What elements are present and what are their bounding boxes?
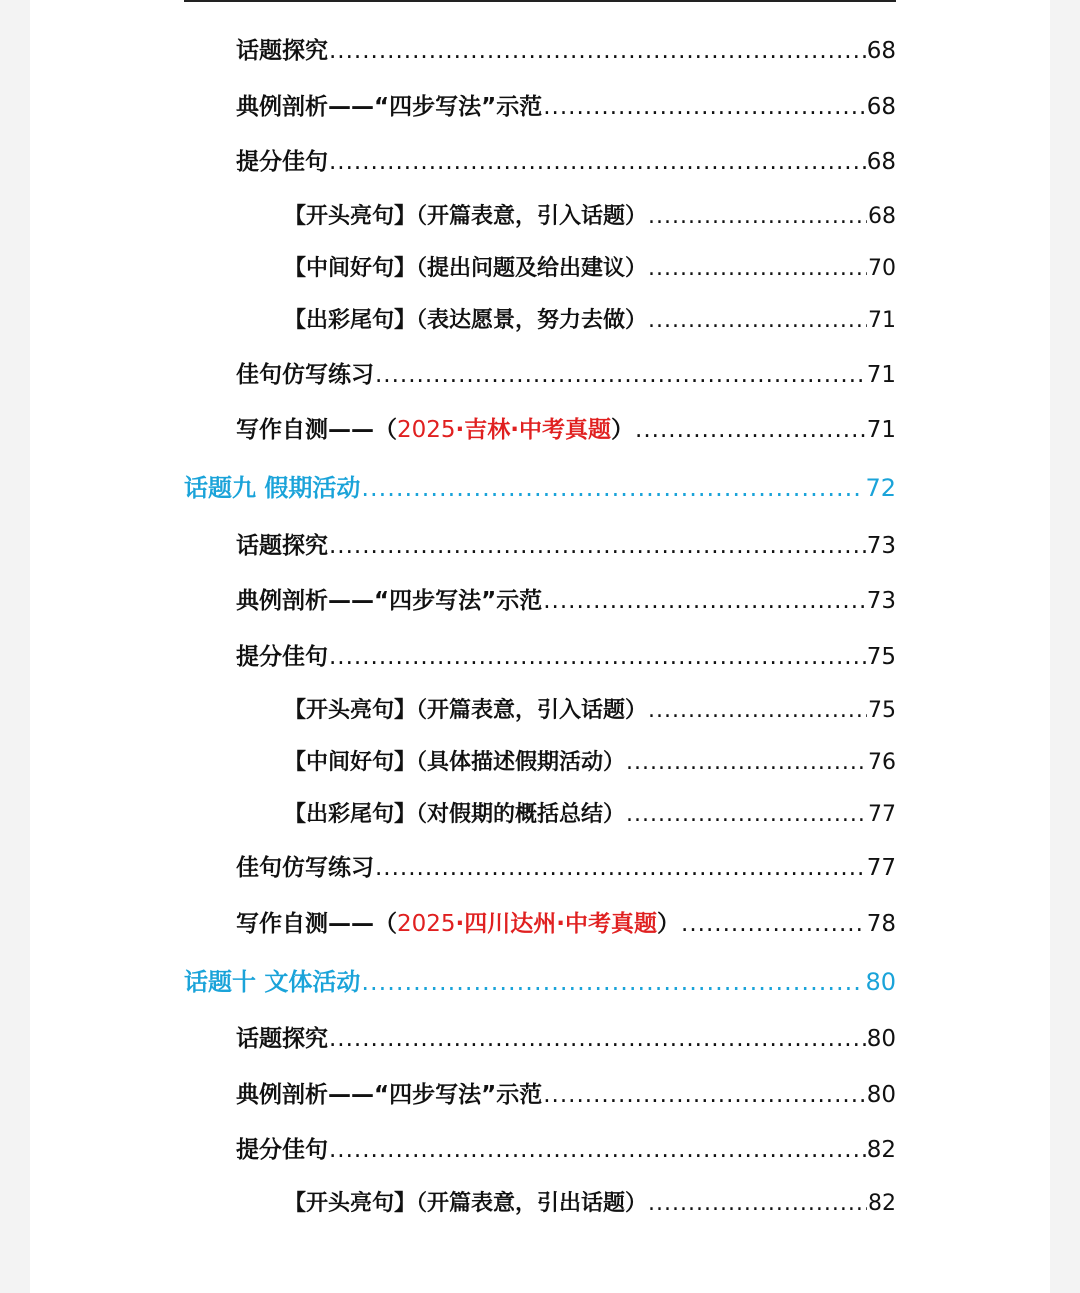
toc-page-number: 76 (868, 750, 896, 775)
dot-leader (543, 1082, 865, 1108)
toc-entry[interactable] (236, 527, 896, 560)
dot-leader (329, 1137, 866, 1163)
dot-leader (681, 911, 866, 937)
toc-subentry[interactable] (284, 199, 896, 230)
toc-page-number: 77 (866, 855, 896, 881)
toc-subentry[interactable] (284, 303, 896, 334)
dot-leader (648, 308, 867, 333)
toc-entry-title: 典例剖析——“四步写法”示范 (236, 588, 543, 614)
exam-year: 2025 (397, 911, 456, 937)
dot-leader (329, 149, 866, 175)
toc-entry[interactable] (236, 638, 896, 671)
toc-subentry[interactable] (284, 251, 896, 282)
toc-page-number: 78 (866, 911, 896, 937)
closing-paren: ） (657, 911, 681, 937)
dot-leader (375, 362, 866, 388)
dot-leader (329, 38, 866, 64)
dot-leader (648, 256, 867, 281)
top-rule (184, 0, 896, 2)
dot-leader (361, 968, 864, 996)
toc-page-number: 80 (865, 968, 896, 996)
exam-year: 2025 (397, 417, 456, 443)
toc-subentry[interactable] (284, 1186, 896, 1217)
toc-entry[interactable] (236, 905, 896, 938)
toc-entry-title: 话题探究 (236, 38, 328, 64)
toc-entry[interactable] (236, 1076, 896, 1109)
toc-topic-heading[interactable] (184, 962, 896, 997)
toc-subentry[interactable] (284, 693, 896, 724)
dot-leader (626, 750, 867, 775)
toc-entry-title: 【开头亮句】（开篇表意，引入话题） (284, 698, 648, 723)
toc-subentry[interactable] (284, 745, 896, 776)
toc-entry-title: 佳句仿写练习 (236, 855, 374, 881)
toc-page-number: 72 (865, 474, 896, 502)
toc-entry-title: 典例剖析——“四步写法”示范 (236, 1082, 543, 1108)
toc-entry[interactable] (236, 1020, 896, 1053)
toc-page-number: 68 (866, 38, 896, 64)
toc-entry-title: 话题探究 (236, 1026, 328, 1052)
toc-entry[interactable] (236, 1131, 896, 1164)
toc-page-number: 73 (866, 588, 896, 614)
exam-source: ·四川达州·中考真题 (455, 911, 658, 937)
toc-entry-title: 【出彩尾句】（表达愿景，努力去做） (284, 308, 648, 333)
toc-entry-title: 典例剖析——“四步写法”示范 (236, 94, 543, 120)
dot-leader (543, 588, 865, 614)
toc-subentry[interactable] (284, 797, 896, 828)
toc-entry[interactable] (236, 88, 896, 121)
toc-entry-title: 【开头亮句】（开篇表意，引入话题） (284, 204, 648, 229)
toc-page-number: 75 (866, 644, 896, 670)
toc-page-number: 77 (868, 802, 896, 827)
toc-entry-title: 写作自测——（ (236, 911, 397, 937)
toc-page-number: 82 (866, 1137, 896, 1163)
toc-topic-title: 话题九 假期活动 (184, 474, 361, 502)
dot-leader (648, 204, 867, 229)
dot-leader (648, 1191, 867, 1216)
toc-entry-title: 【中间好句】（提出问题及给出建议） (284, 256, 648, 281)
toc-entry[interactable] (236, 356, 896, 389)
dot-leader (648, 698, 867, 723)
toc-page-number: 71 (866, 417, 896, 443)
dot-leader (329, 644, 866, 670)
toc-topic-heading[interactable] (184, 468, 896, 503)
dot-leader (329, 1026, 866, 1052)
dot-leader (361, 474, 864, 502)
toc-page-number: 71 (868, 308, 896, 333)
exam-source: ·吉林·中考真题 (455, 417, 612, 443)
toc-entry-title: 【中间好句】（具体描述假期活动） (284, 750, 626, 775)
toc-entry[interactable] (236, 32, 896, 65)
toc-entry-title: 【开头亮句】（开篇表意，引出话题） (284, 1191, 648, 1216)
toc-entry-title: 提分佳句 (236, 644, 328, 670)
toc-entry[interactable] (236, 582, 896, 615)
closing-paren: ） (611, 417, 635, 443)
dot-leader (626, 802, 867, 827)
toc-entry[interactable] (236, 143, 896, 176)
toc-entry-title: 写作自测——（ (236, 417, 397, 443)
toc-entry-title: 提分佳句 (236, 1137, 328, 1163)
toc-entry-title: 提分佳句 (236, 149, 328, 175)
toc-entry-title: 佳句仿写练习 (236, 362, 374, 388)
dot-leader (543, 94, 865, 120)
toc-page-number: 71 (866, 362, 896, 388)
toc-page-number: 68 (866, 149, 896, 175)
dot-leader (635, 417, 866, 443)
toc-entry-title: 【出彩尾句】（对假期的概括总结） (284, 802, 626, 827)
toc-entry[interactable] (236, 411, 896, 444)
toc-page-number: 82 (868, 1191, 896, 1216)
toc-topic-title: 话题十 文体活动 (184, 968, 361, 996)
toc-entry[interactable] (236, 849, 896, 882)
toc-page-number: 68 (868, 204, 896, 229)
toc-entry-title: 话题探究 (236, 533, 328, 559)
toc-page-number: 80 (866, 1026, 896, 1052)
toc-page-number: 75 (868, 698, 896, 723)
toc-page-number: 80 (866, 1082, 896, 1108)
dot-leader (375, 855, 866, 881)
toc-page-number: 68 (866, 94, 896, 120)
dot-leader (329, 533, 866, 559)
toc-page-number: 70 (868, 256, 896, 281)
toc-page-number: 73 (866, 533, 896, 559)
